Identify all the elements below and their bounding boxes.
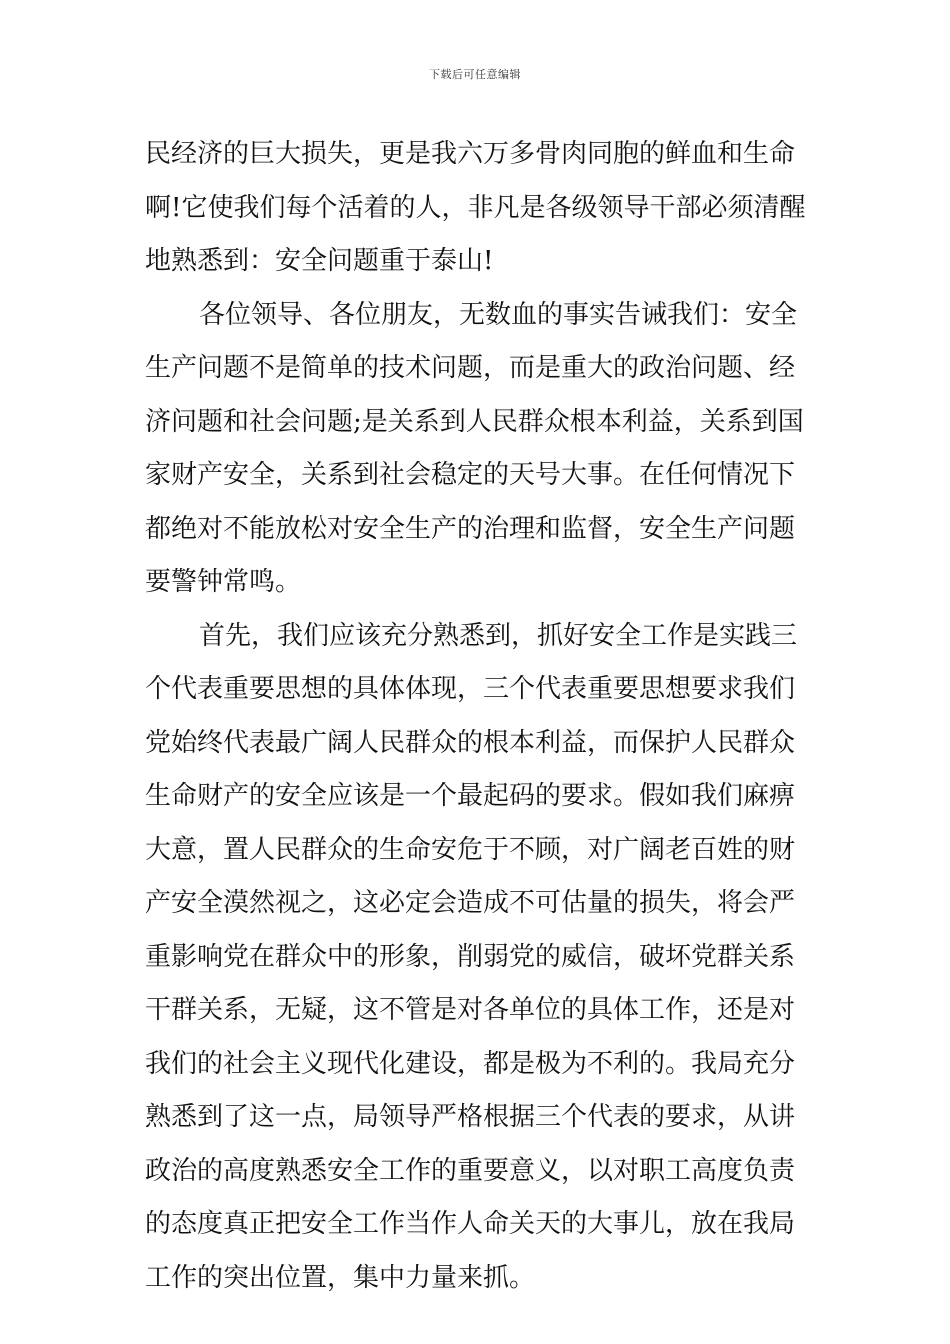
text-line: 产安全漠然视之，这必定会造成不可估量的损失，将会严 bbox=[145, 888, 796, 918]
text-line: 政治的高度熟悉安全工作的重要意义，以对职工高度负责 bbox=[145, 1155, 796, 1186]
paragraph-start-line: 各位领导、各位朋友，无数血的事实告诫我们：安全 bbox=[199, 299, 798, 330]
paragraph-start-line: 首先，我们应该充分熟悉到，抓好安全工作是实践三 bbox=[199, 620, 798, 651]
document-body bbox=[145, 128, 810, 1305]
text-line: 都绝对不能放松对安全生产的治理和监督，安全生产问题 bbox=[145, 513, 796, 544]
text-line: 干群关系，无疑，这不管是对各单位的具体工作，还是对 bbox=[145, 995, 796, 1025]
text-line: 大意，置人民群众的生命安危于不顾，对广阔老百姓的财 bbox=[145, 834, 796, 865]
text-line: 民经济的巨大损失，更是我六万多骨肉同胞的鲜血和生命 bbox=[145, 139, 796, 169]
text-line: 重影响党在群众中的形象，削弱党的威信，破坏党群关系 bbox=[145, 941, 796, 972]
text-line: 地熟悉到：安全问题重于泰山! bbox=[145, 246, 494, 276]
text-line: 工作的突出位置，集中力量来抓。 bbox=[145, 1262, 536, 1293]
text-line: 生产问题不是简单的技术问题，而是重大的政治问题、经 bbox=[145, 353, 796, 383]
text-line: 要警钟常鸣。 bbox=[145, 567, 302, 597]
text-line: 生命财产的安全应该是一个最起码的要求。假如我们麻痹 bbox=[145, 781, 796, 811]
text-line: 家财产安全，关系到社会稳定的天号大事。在任何情况下 bbox=[145, 460, 796, 490]
text-line: 的态度真正把安全工作当作人命关天的大事儿，放在我局 bbox=[145, 1209, 796, 1239]
page-header-note: 下载后可任意编辑 bbox=[429, 68, 521, 81]
text-line: 济问题和社会问题;是关系到人民群众根本利益，关系到国 bbox=[145, 406, 804, 437]
text-line: 我们的社会主义现代化建设，都是极为不利的。我局充分 bbox=[145, 1048, 796, 1079]
text-line: 党始终代表最广阔人民群众的根本利益，而保护人民群众 bbox=[145, 727, 796, 758]
text-line: 啊!它使我们每个活着的人，非凡是各级领导干部必须清醒 bbox=[145, 192, 806, 223]
text-line: 熟悉到了这一点，局领导严格根据三个代表的要求，从讲 bbox=[145, 1102, 796, 1132]
text-line: 个代表重要思想的具体体现，三个代表重要思想要求我们 bbox=[145, 674, 796, 704]
